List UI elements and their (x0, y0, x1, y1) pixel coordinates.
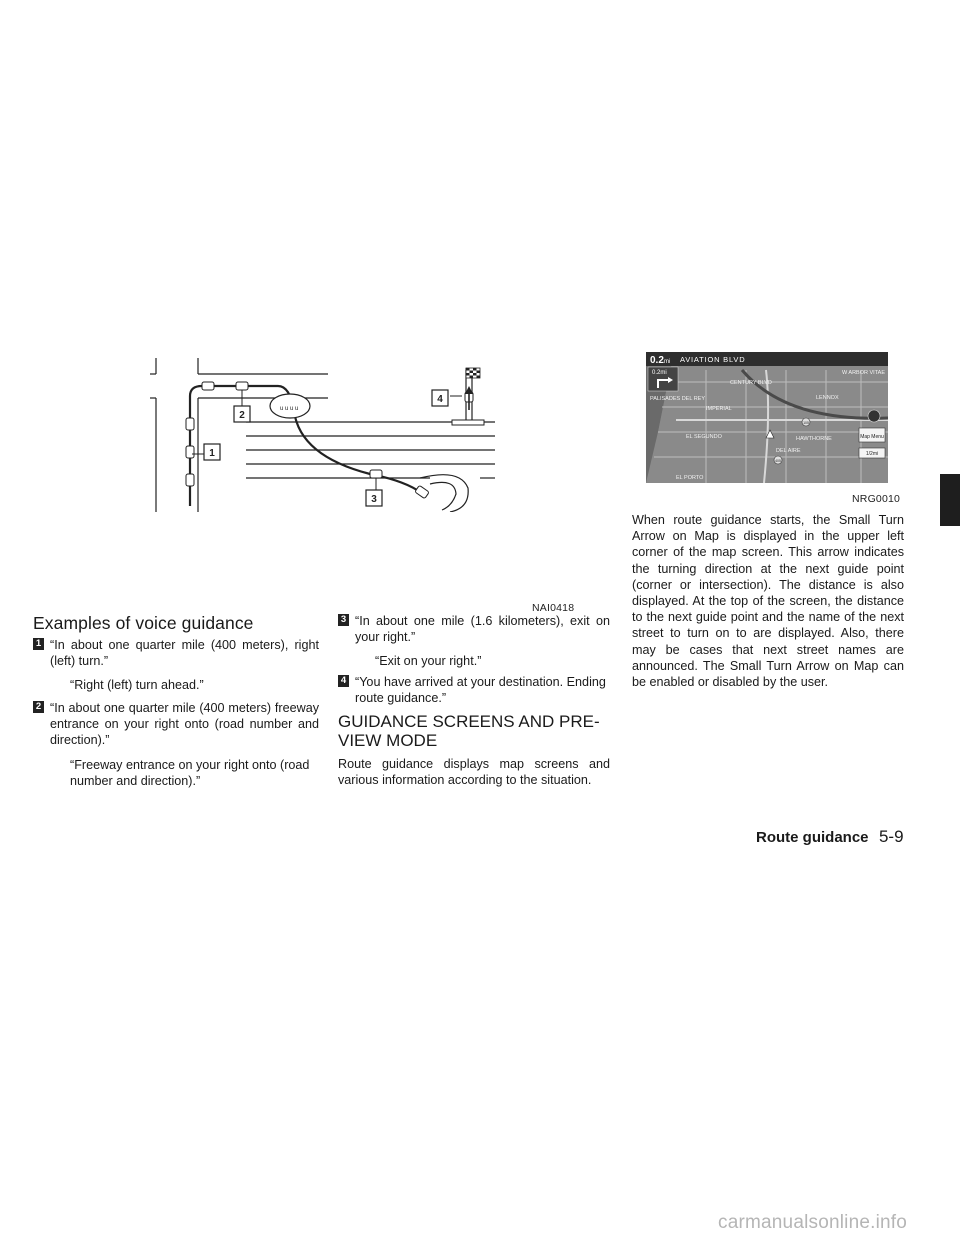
svg-text:LENNOX: LENNOX (816, 395, 839, 401)
svg-text:CENTURY BLVD: CENTURY BLVD (730, 380, 772, 386)
guidance-item-4 (338, 674, 610, 706)
figure-caption-right: NRG0010 (852, 493, 901, 505)
svg-text:4: 4 (437, 394, 443, 405)
voice-guidance-diagram (150, 356, 500, 512)
svg-text:2: 2 (239, 410, 245, 421)
item-3-sub: “Exit on your right.” (375, 654, 482, 669)
item-4-text: “You have arrived at your destination. Ending route guidance.” (355, 675, 606, 706)
page-footer (756, 827, 904, 847)
footer-page-number: 5-9 (878, 827, 904, 846)
item-2-sub: “Freeway entrance on your right onto (road number and direction).” (70, 757, 310, 788)
svg-text:EL PORTO: EL PORTO (676, 475, 704, 481)
section-title-voice-guidance: Examples of voice guidance (33, 613, 254, 633)
item-2-text: “In about one quarter mile (400 meters) freeway entrance on your right onto (road number and direction).” (50, 701, 319, 748)
svg-text:PALISADES DEL REY: PALISADES DEL REY (650, 396, 706, 402)
item-1-sub: “Right (left) turn ahead.” (70, 678, 204, 693)
svg-text:1: 1 (209, 448, 215, 459)
svg-text:3: 3 (371, 494, 377, 505)
callout-4 (432, 390, 448, 406)
svg-text:405: 405 (775, 459, 781, 463)
svg-text:0.2mi: 0.2mi (652, 370, 667, 376)
navigation-map-screenshot (646, 352, 888, 483)
callout-3 (366, 490, 382, 506)
svg-text:AVIATION BLVD: AVIATION BLVD (680, 355, 746, 364)
svg-text:1/2mi: 1/2mi (865, 451, 879, 457)
item-number-1: 1 (33, 638, 44, 650)
item-3-text: “In about one mile (1.6 kilometers), exit on your right.” (355, 614, 610, 645)
small-turn-arrow-paragraph: When route guidance starts, the Small Turn Arrow on Map is displayed in the upper left corner of the map screen. This arrow indicates the turning direction at the next guide point (corner or intersection). The distance is also displayed. At the top of the screen, the distance to the next guide point and the name of the next street to turn on to are displayed. Also, there may be cases that next street names are announced. The Small Turn Arrow on Map can be enabled or disabled by the user. (632, 513, 904, 690)
section-title-guidance-screens-line2: VIEW MODE (338, 731, 438, 750)
svg-text:HAWTHORNE: HAWTHORNE (796, 436, 832, 442)
item-1-text: “In about one quarter mile (400 meters), right (left) turn.” (50, 638, 319, 669)
svg-text:105: 105 (803, 421, 809, 425)
svg-text:IMPERIAL: IMPERIAL (706, 406, 732, 412)
callout-1 (204, 444, 220, 460)
guidance-screens-paragraph: Route guidance displays map screens and various information according to the situation. (338, 757, 610, 788)
section-title-guidance-screens (338, 712, 610, 750)
item-number-4: 4 (338, 675, 349, 687)
svg-text:0.2: 0.2 (650, 355, 664, 366)
item-number-3: 3 (338, 614, 349, 626)
svg-text:Map Menu: Map Menu (860, 434, 884, 440)
callout-2 (234, 406, 250, 422)
svg-text:W ARBOR VITAE: W ARBOR VITAE (842, 370, 885, 376)
svg-text:EL SEGUNDO: EL SEGUNDO (686, 434, 722, 440)
guidance-item-2 (33, 700, 319, 789)
svg-text:DEL AIRE: DEL AIRE (776, 448, 801, 454)
watermark: carmanualsonline.info (718, 1212, 908, 1233)
svg-text:u u u u: u u u u (280, 406, 299, 412)
figure-caption-left: NAI0418 (532, 602, 575, 614)
footer-section-title: Route guidance (756, 829, 869, 846)
guidance-item-3 (338, 613, 610, 670)
guidance-item-1 (33, 637, 319, 694)
svg-text:mi: mi (664, 359, 671, 365)
item-number-2: 2 (33, 701, 44, 713)
chapter-edge-tab (940, 474, 960, 526)
section-title-guidance-screens-line1: GUIDANCE SCREENS AND PRE- (338, 712, 600, 731)
